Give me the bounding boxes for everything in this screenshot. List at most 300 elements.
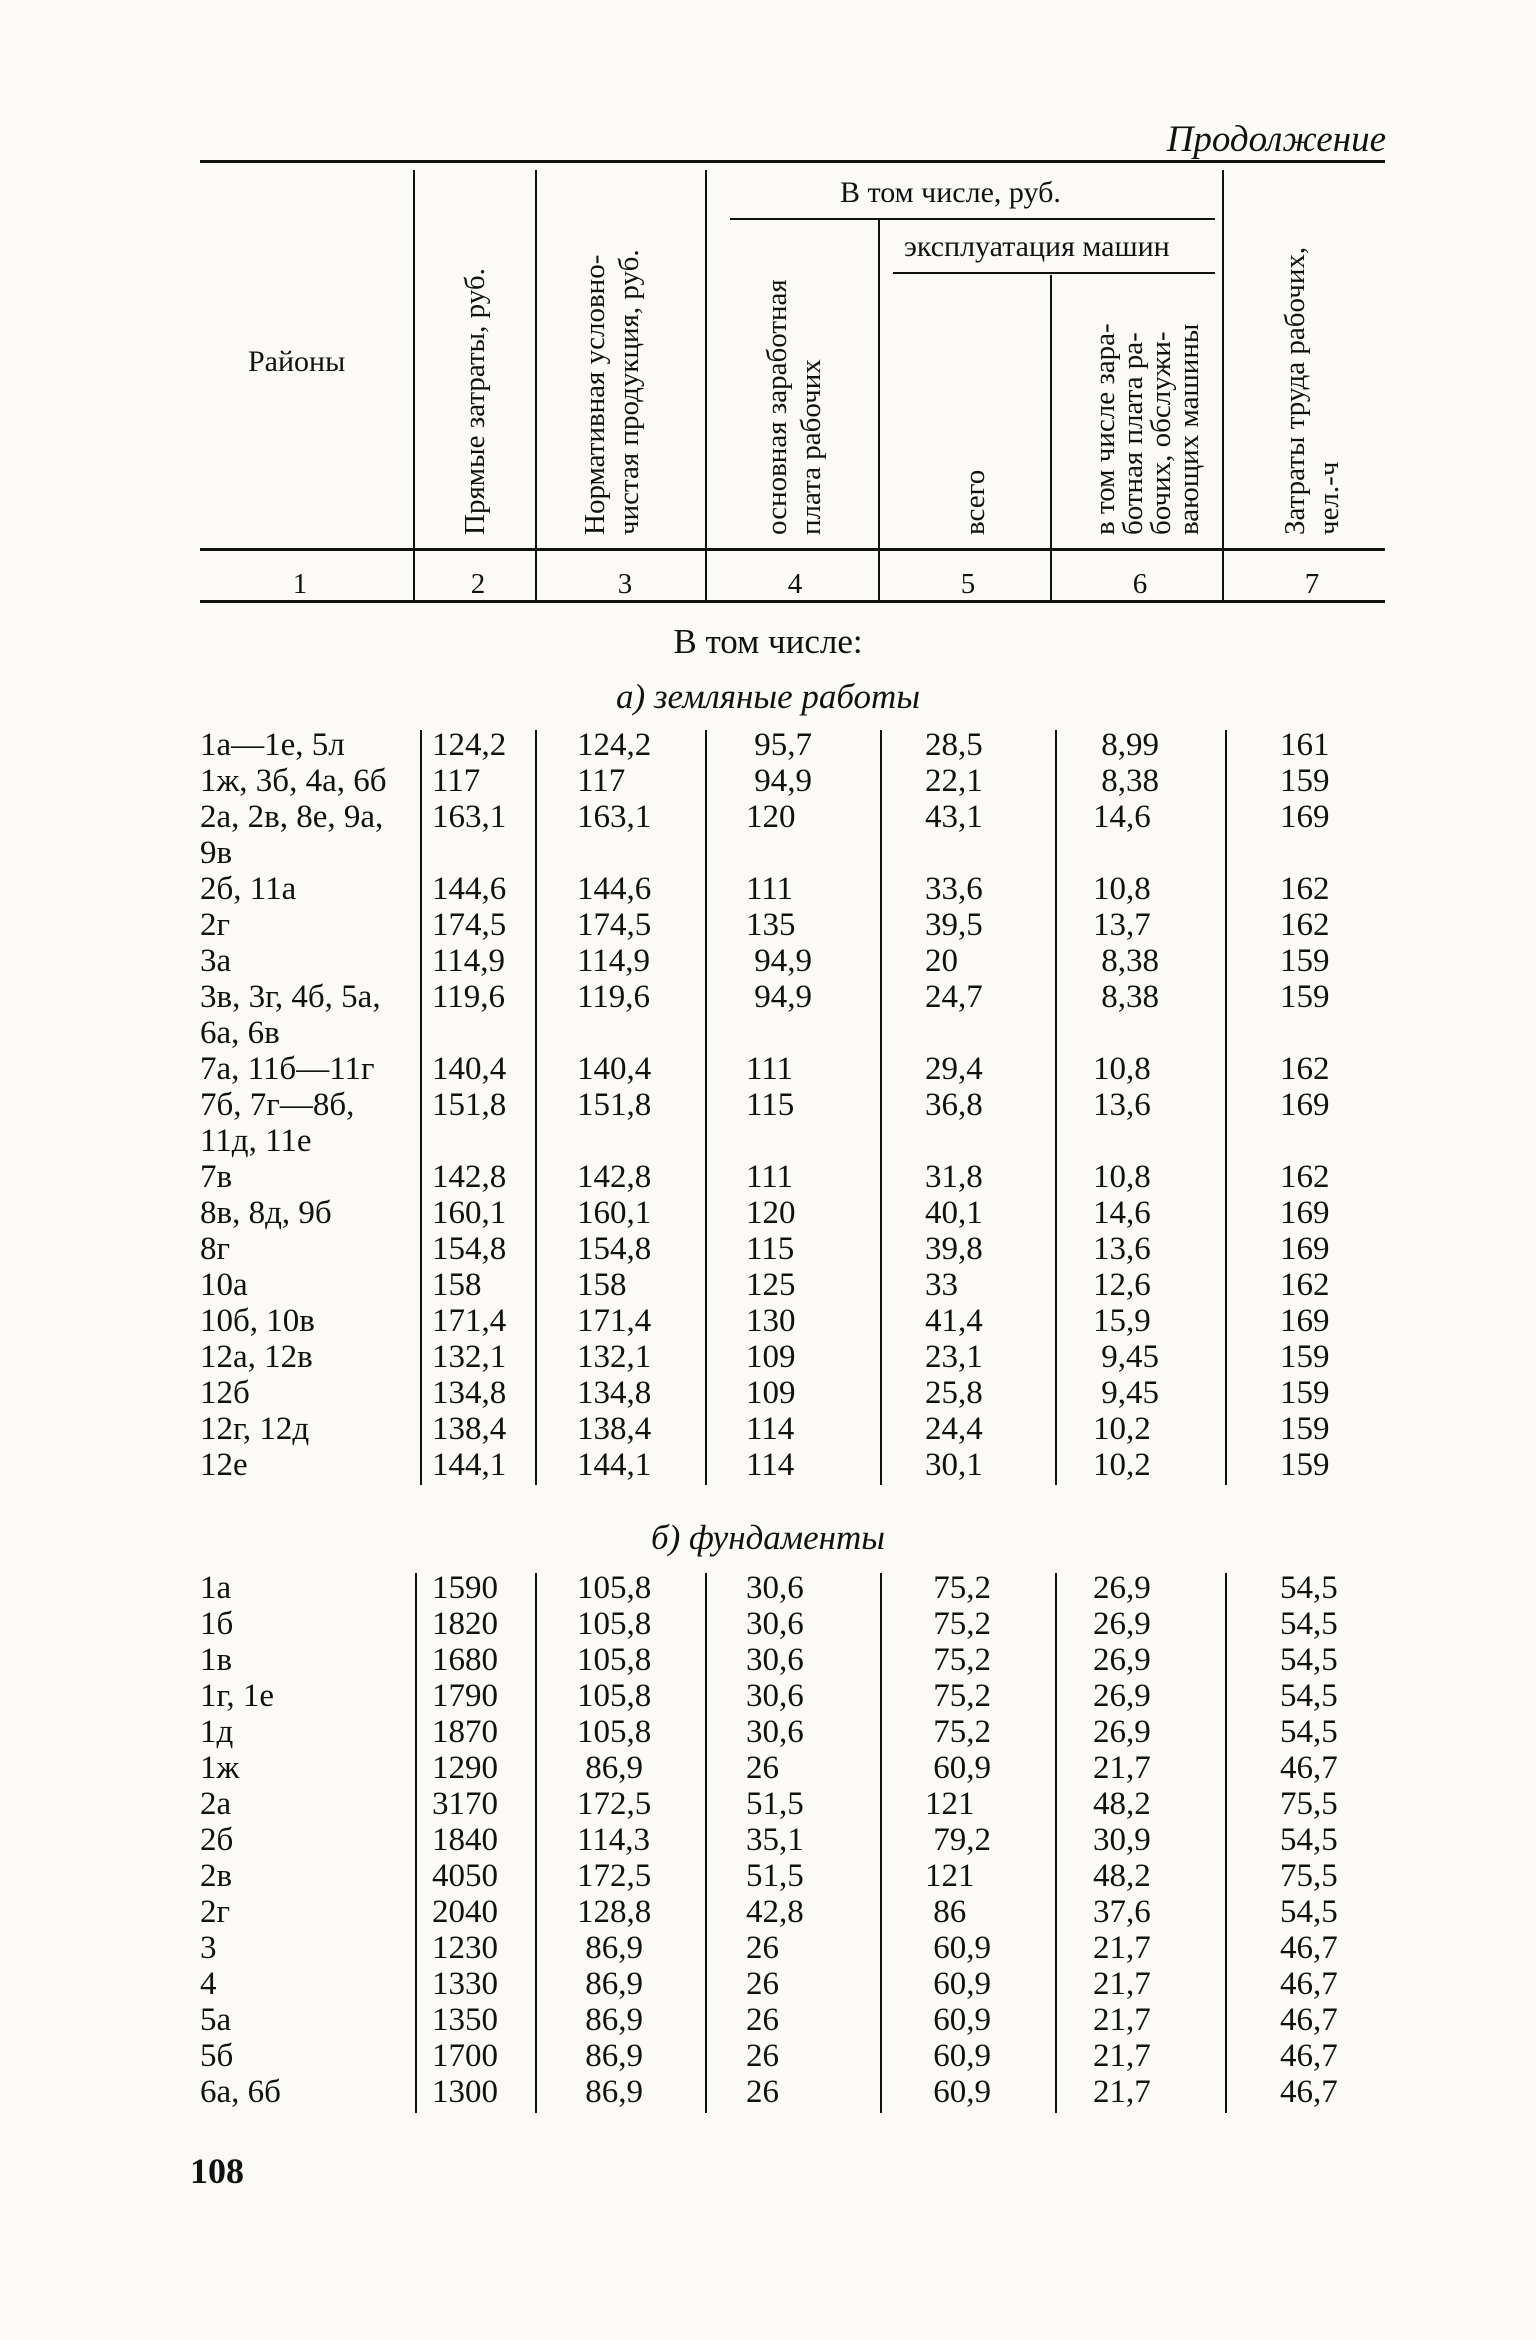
table-cell-c6: 26,9 xyxy=(1093,1606,1151,1642)
table-cell-c2: 1350 xyxy=(432,2002,498,2038)
table-cell-c2: 2040 xyxy=(432,1894,498,1930)
table-cell-c4: 95,7 xyxy=(746,727,812,763)
table-cell-c3: 86,9 xyxy=(577,2038,643,2074)
table-cell-c5: 33,6 xyxy=(925,871,983,907)
table-cell-c6: 8,38 xyxy=(1093,979,1159,1015)
table-cell-c3: 86,9 xyxy=(577,2074,643,2110)
table-row xyxy=(190,1051,1390,1087)
header-col6-line3: бочих, обслужи- xyxy=(1145,331,1177,535)
table-row xyxy=(190,1822,1390,1858)
table-cell-c4: 26 xyxy=(746,1750,779,1786)
table-cell-c1: 8в, 8д, 9б xyxy=(200,1195,332,1231)
table-cell-c7: 162 xyxy=(1280,1159,1330,1195)
table-cell-c3: 86,9 xyxy=(577,2002,643,2038)
table-row xyxy=(190,1375,1390,1411)
table-cell-c7: 159 xyxy=(1280,943,1330,979)
table-row xyxy=(190,2002,1390,2038)
table-cell-c4: 42,8 xyxy=(746,1894,804,1930)
table-cell-c7: 46,7 xyxy=(1280,1750,1338,1786)
table-cell-c3: 105,8 xyxy=(577,1714,652,1750)
table-cell-c1: 1ж, 3б, 4а, 6б xyxy=(200,763,387,799)
table-cell-c6: 9,45 xyxy=(1093,1375,1159,1411)
table-row xyxy=(190,2038,1390,2074)
table-row xyxy=(190,871,1390,907)
section-b-rows xyxy=(190,1570,1390,2110)
table-cell-c5: 41,4 xyxy=(925,1303,983,1339)
table-cell-c1: 1а xyxy=(200,1570,232,1606)
table-cell-c1: 5б xyxy=(200,2038,234,2074)
table-cell-c5: 60,9 xyxy=(925,2038,991,2074)
table-cell-c1: 5а xyxy=(200,2002,232,2038)
header-subgroup: эксплуатация машин xyxy=(904,230,1170,263)
table-row xyxy=(190,943,1390,979)
table-cell-c7: 46,7 xyxy=(1280,1966,1338,2002)
table-cell-c2: 171,4 xyxy=(432,1303,507,1339)
page-number: 108 xyxy=(190,2151,244,2191)
colnum-3: 3 xyxy=(617,568,633,600)
table-cell-c3: 132,1 xyxy=(577,1339,652,1375)
table-cell-c1: 2г xyxy=(200,907,231,943)
table-cell-c4: 125 xyxy=(746,1267,796,1303)
table-cell-c2: 1230 xyxy=(432,1930,498,1966)
table-cell-c5: 30,1 xyxy=(925,1447,983,1483)
table-cell-c5: 43,1 xyxy=(925,799,983,835)
table-cell-c1: 7в xyxy=(200,1159,233,1195)
table-cell-c6: 10,8 xyxy=(1093,1159,1151,1195)
table-cell-c3: 140,4 xyxy=(577,1051,652,1087)
header-col5: всего xyxy=(959,469,991,535)
colnum-1: 1 xyxy=(292,568,308,600)
table-cell-c1: 10б, 10в xyxy=(200,1303,315,1339)
table-cell-c7: 54,5 xyxy=(1280,1642,1338,1678)
table-cell-c1: 2в xyxy=(200,1858,233,1894)
colnum-5: 5 xyxy=(960,568,976,600)
table-cell-c5: 23,1 xyxy=(925,1339,983,1375)
table-row xyxy=(190,1642,1390,1678)
table-cell-c4: 111 xyxy=(746,1159,794,1195)
table-cell-c3: 105,8 xyxy=(577,1570,652,1606)
table-cell-c3: 151,8 xyxy=(577,1087,652,1123)
table-cell-c2: 1820 xyxy=(432,1606,498,1642)
table-cell-c3: 174,5 xyxy=(577,907,652,943)
table-cell-c1: 6а, 6б xyxy=(200,2074,281,2110)
table-cell-c5: 121 xyxy=(925,1786,975,1822)
table-row xyxy=(190,1447,1390,1483)
table-cell-c3: 172,5 xyxy=(577,1858,652,1894)
header-divider-6 xyxy=(1222,170,1224,600)
table-cell-c5: 75,2 xyxy=(925,1570,991,1606)
header-col6-line1: в том числе зара- xyxy=(1089,323,1121,535)
table-cell-c4: 135 xyxy=(746,907,796,943)
table-cell-c5: 60,9 xyxy=(925,1966,991,2002)
table-cell-c7: 162 xyxy=(1280,1267,1330,1303)
table-cell-c2: 1680 xyxy=(432,1642,498,1678)
table-cell-c1: 1а—1е, 5л xyxy=(200,727,345,763)
table-cell-c1: 3 xyxy=(200,1930,217,1966)
table-cell-c1: 12б xyxy=(200,1375,250,1411)
table-cell-c3: 114,9 xyxy=(577,943,651,979)
table-cell-c2: 1330 xyxy=(432,1966,498,2002)
table-cell-c4: 111 xyxy=(746,871,794,907)
table-row xyxy=(190,799,1390,871)
table-row xyxy=(190,1267,1390,1303)
table-cell-c1: 12а, 12в xyxy=(200,1339,313,1375)
table-cell-c4: 109 xyxy=(746,1339,796,1375)
table-cell-c6: 10,2 xyxy=(1093,1447,1151,1483)
table-cell-c6: 13,7 xyxy=(1093,907,1151,943)
table-cell-c6: 8,99 xyxy=(1093,727,1159,763)
table-row xyxy=(190,1195,1390,1231)
table-cell-c1: 2а xyxy=(200,1786,232,1822)
table-cell-c5: 22,1 xyxy=(925,763,983,799)
table-cell-c1: 3в, 3г, 4б, 5а, 6а, 6в xyxy=(200,979,381,1051)
table-cell-c3: 172,5 xyxy=(577,1786,652,1822)
continued-label: Продолжение xyxy=(1166,119,1386,160)
table-cell-c5: 39,8 xyxy=(925,1231,983,1267)
section-a-rows xyxy=(190,727,1390,1483)
table-cell-c2: 1300 xyxy=(432,2074,498,2110)
table-cell-c2: 119,6 xyxy=(432,979,506,1015)
table-cell-c1: 7а, 11б—11г xyxy=(200,1051,375,1087)
table-cell-c6: 13,6 xyxy=(1093,1087,1151,1123)
table-row xyxy=(190,1858,1390,1894)
table-cell-c6: 8,38 xyxy=(1093,763,1159,799)
table-cell-c3: 171,4 xyxy=(577,1303,652,1339)
table-row xyxy=(190,1411,1390,1447)
table-cell-c4: 30,6 xyxy=(746,1606,804,1642)
table-cell-c2: 3170 xyxy=(432,1786,498,1822)
table-cell-c6: 10,2 xyxy=(1093,1411,1151,1447)
colnum-2: 2 xyxy=(470,568,486,600)
table-cell-c3: 105,8 xyxy=(577,1606,652,1642)
table-cell-c2: 158 xyxy=(432,1267,482,1303)
table-cell-c7: 159 xyxy=(1280,1339,1330,1375)
table-cell-c7: 159 xyxy=(1280,979,1330,1015)
table-row xyxy=(190,907,1390,943)
table-cell-c3: 86,9 xyxy=(577,1750,643,1786)
table-cell-c6: 26,9 xyxy=(1093,1714,1151,1750)
section-b-title: б) фундаменты xyxy=(650,1518,885,1557)
table-cell-c1: 2б xyxy=(200,1822,234,1858)
table-cell-c3: 158 xyxy=(577,1267,627,1303)
table-cell-c2: 134,8 xyxy=(432,1375,507,1411)
table-cell-c6: 12,6 xyxy=(1093,1267,1151,1303)
table-cell-c7: 46,7 xyxy=(1280,2002,1338,2038)
table-cell-c7: 46,7 xyxy=(1280,2074,1338,2110)
table-cell-c7: 162 xyxy=(1280,907,1330,943)
table-cell-c2: 1590 xyxy=(432,1570,498,1606)
table-cell-c2: 124,2 xyxy=(432,727,507,763)
table-cell-c2: 140,4 xyxy=(432,1051,507,1087)
table-cell-c6: 21,7 xyxy=(1093,2038,1151,2074)
table-cell-c7: 169 xyxy=(1280,1195,1330,1231)
table-cell-c5: 75,2 xyxy=(925,1714,991,1750)
table-cell-c2: 144,6 xyxy=(432,871,507,907)
table-cell-c6: 10,8 xyxy=(1093,1051,1151,1087)
table-cell-c6: 37,6 xyxy=(1093,1894,1151,1930)
table-cell-c5: 60,9 xyxy=(925,1750,991,1786)
table-cell-c1: 12г, 12д xyxy=(200,1411,310,1447)
header-group: В том числе, руб. xyxy=(840,176,1061,209)
table-cell-c3: 124,2 xyxy=(577,727,652,763)
table-cell-c7: 75,5 xyxy=(1280,1858,1338,1894)
table-cell-c4: 130 xyxy=(746,1303,796,1339)
header-divider-1 xyxy=(413,170,415,600)
group-rule xyxy=(730,218,1215,220)
table-cell-c5: 29,4 xyxy=(925,1051,983,1087)
table-cell-c1: 4 xyxy=(200,1966,217,2002)
section-a-title: а) земляные работы xyxy=(615,677,921,716)
table-cell-c7: 169 xyxy=(1280,1303,1330,1339)
table-cell-c7: 159 xyxy=(1280,1411,1330,1447)
header-col6-line2: ботная плата ра- xyxy=(1117,332,1149,535)
colnum-7: 7 xyxy=(1304,568,1320,600)
table-cell-c3: 138,4 xyxy=(577,1411,652,1447)
header-col4-line1: основная заработная xyxy=(761,279,793,535)
table-cell-c6: 21,7 xyxy=(1093,2074,1151,2110)
table-cell-c4: 120 xyxy=(746,1195,796,1231)
table-cell-c1: 2а, 2в, 8е, 9а, 9в xyxy=(200,799,384,871)
table-cell-c4: 114 xyxy=(746,1447,795,1483)
table-cell-c7: 159 xyxy=(1280,763,1330,799)
table-cell-c4: 26 xyxy=(746,2074,779,2110)
table-cell-c3: 105,8 xyxy=(577,1678,652,1714)
table-cell-c3: 163,1 xyxy=(577,799,652,835)
table-cell-c2: 1870 xyxy=(432,1714,498,1750)
table-cell-c4: 51,5 xyxy=(746,1786,804,1822)
table-cell-c3: 160,1 xyxy=(577,1195,652,1231)
table-cell-c3: 105,8 xyxy=(577,1642,652,1678)
header-col4-line2: плата рабочих xyxy=(795,359,827,535)
table-cell-c2: 154,8 xyxy=(432,1231,507,1267)
table-cell-c7: 162 xyxy=(1280,871,1330,907)
table-row xyxy=(190,727,1390,763)
table-cell-c7: 54,5 xyxy=(1280,1570,1338,1606)
table-row xyxy=(190,1339,1390,1375)
table-cell-c6: 26,9 xyxy=(1093,1678,1151,1714)
table-row xyxy=(190,1930,1390,1966)
table-cell-c6: 13,6 xyxy=(1093,1231,1151,1267)
table-cell-c5: 79,2 xyxy=(925,1822,991,1858)
table-cell-c2: 138,4 xyxy=(432,1411,507,1447)
table-cell-c3: 142,8 xyxy=(577,1159,652,1195)
table-row xyxy=(190,1570,1390,1606)
table-cell-c6: 14,6 xyxy=(1093,1195,1151,1231)
table-cell-c5: 60,9 xyxy=(925,2074,991,2110)
table-row xyxy=(190,763,1390,799)
table-row xyxy=(190,1966,1390,2002)
table-cell-c5: 86 xyxy=(925,1894,967,1930)
table-cell-c1: 2б, 11а xyxy=(200,871,297,907)
table-cell-c4: 30,6 xyxy=(746,1714,804,1750)
table-cell-c5: 75,2 xyxy=(925,1606,991,1642)
table-cell-c6: 9,45 xyxy=(1093,1339,1159,1375)
table-cell-c5: 31,8 xyxy=(925,1159,983,1195)
table-cell-c2: 151,8 xyxy=(432,1087,507,1123)
table-cell-c2: 1700 xyxy=(432,2038,498,2074)
header-divider-3 xyxy=(705,170,707,600)
table-cell-c5: 75,2 xyxy=(925,1642,991,1678)
table-cell-c4: 115 xyxy=(746,1087,795,1123)
table-cell-c4: 114 xyxy=(746,1411,795,1447)
table-cell-c1: 1в xyxy=(200,1642,233,1678)
table-row xyxy=(190,1159,1390,1195)
table-cell-c4: 111 xyxy=(746,1051,794,1087)
header-col7-line2: чел.-ч xyxy=(1313,461,1345,535)
header-divider-2 xyxy=(535,170,537,600)
table-cell-c6: 30,9 xyxy=(1093,1822,1151,1858)
table-cell-c4: 94,9 xyxy=(746,763,812,799)
table-cell-c5: 25,8 xyxy=(925,1375,983,1411)
table-cell-c7: 162 xyxy=(1280,1051,1330,1087)
table-cell-c7: 161 xyxy=(1280,727,1330,763)
table-cell-c2: 163,1 xyxy=(432,799,507,835)
table-cell-c2: 1290 xyxy=(432,1750,498,1786)
table-cell-c5: 40,1 xyxy=(925,1195,983,1231)
table-cell-c6: 26,9 xyxy=(1093,1642,1151,1678)
header-col6-line4: вающих машины xyxy=(1173,323,1205,535)
table-cell-c6: 48,2 xyxy=(1093,1858,1151,1894)
header-col2: Прямые затраты, руб. xyxy=(459,268,491,535)
table-cell-c7: 159 xyxy=(1280,1447,1330,1483)
colnum-4: 4 xyxy=(787,568,803,600)
table-cell-c2: 144,1 xyxy=(432,1447,507,1483)
table-row xyxy=(190,1750,1390,1786)
header-col3-line1: Нормативная условно- xyxy=(579,254,611,535)
table-cell-c7: 54,5 xyxy=(1280,1714,1338,1750)
table-cell-c6: 26,9 xyxy=(1093,1570,1151,1606)
table-row xyxy=(190,1678,1390,1714)
table-row xyxy=(190,2074,1390,2110)
table-cell-c4: 30,6 xyxy=(746,1570,804,1606)
table-cell-c5: 28,5 xyxy=(925,727,983,763)
table-cell-c3: 117 xyxy=(577,763,626,799)
table-cell-c4: 30,6 xyxy=(746,1678,804,1714)
table-cell-c6: 21,7 xyxy=(1093,1966,1151,2002)
table-cell-c1: 1б xyxy=(200,1606,234,1642)
table-cell-c3: 86,9 xyxy=(577,1966,643,2002)
table-cell-c5: 20 xyxy=(925,943,958,979)
table-row xyxy=(190,1303,1390,1339)
header-bottom-rule xyxy=(200,548,1385,551)
table-cell-c7: 54,5 xyxy=(1280,1822,1338,1858)
table-cell-c2: 160,1 xyxy=(432,1195,507,1231)
table-cell-c3: 128,8 xyxy=(577,1894,652,1930)
header-top-rule xyxy=(200,160,1385,163)
table-row xyxy=(190,1714,1390,1750)
table-cell-c5: 60,9 xyxy=(925,1930,991,1966)
table-cell-c6: 21,7 xyxy=(1093,1930,1151,1966)
table-cell-c2: 174,5 xyxy=(432,907,507,943)
table-cell-c5: 75,2 xyxy=(925,1678,991,1714)
table-header xyxy=(0,0,1536,610)
header-col1: Районы xyxy=(248,345,346,378)
table-cell-c4: 120 xyxy=(746,799,796,835)
table-cell-c4: 109 xyxy=(746,1375,796,1411)
table-cell-c1: 2г xyxy=(200,1894,231,1930)
table-cell-c4: 94,9 xyxy=(746,979,812,1015)
table-cell-c3: 154,8 xyxy=(577,1231,652,1267)
table-row xyxy=(190,979,1390,1051)
table-cell-c7: 169 xyxy=(1280,799,1330,835)
table-cell-c6: 14,6 xyxy=(1093,799,1151,835)
table-cell-c2: 1790 xyxy=(432,1678,498,1714)
table-cell-c6: 15,9 xyxy=(1093,1303,1151,1339)
table-cell-c1: 12е xyxy=(200,1447,248,1483)
table-cell-c5: 60,9 xyxy=(925,2002,991,2038)
table-cell-c4: 30,6 xyxy=(746,1642,804,1678)
header-col7-line1: Затраты труда рабочих, xyxy=(1279,246,1311,535)
table-row xyxy=(190,1087,1390,1159)
table-cell-c7: 169 xyxy=(1280,1087,1330,1123)
table-cell-c7: 75,5 xyxy=(1280,1786,1338,1822)
table-cell-c5: 121 xyxy=(925,1858,975,1894)
table-cell-c6: 21,7 xyxy=(1093,1750,1151,1786)
table-row xyxy=(190,1786,1390,1822)
header-col3-line2: чистая продукция, руб. xyxy=(613,249,645,535)
table-cell-c1: 1ж xyxy=(200,1750,240,1786)
table-cell-c3: 86,9 xyxy=(577,1930,643,1966)
table-cell-c5: 24,7 xyxy=(925,979,983,1015)
table-cell-c7: 46,7 xyxy=(1280,1930,1338,1966)
table-cell-c2: 142,8 xyxy=(432,1159,507,1195)
table-cell-c4: 115 xyxy=(746,1231,795,1267)
table-cell-c1: 3а xyxy=(200,943,232,979)
table-cell-c1: 8г xyxy=(200,1231,231,1267)
table-cell-c7: 169 xyxy=(1280,1231,1330,1267)
subgroup-rule xyxy=(893,272,1215,274)
table-cell-c4: 94,9 xyxy=(746,943,812,979)
table-cell-c3: 144,6 xyxy=(577,871,652,907)
table-cell-c7: 54,5 xyxy=(1280,1678,1338,1714)
table-cell-c7: 54,5 xyxy=(1280,1894,1338,1930)
header-divider-5 xyxy=(1050,275,1052,600)
table-cell-c4: 26 xyxy=(746,1930,779,1966)
table-cell-c5: 39,5 xyxy=(925,907,983,943)
table-cell-c2: 1840 xyxy=(432,1822,498,1858)
table-cell-c5: 36,8 xyxy=(925,1087,983,1123)
table-cell-c3: 134,8 xyxy=(577,1375,652,1411)
table-cell-c4: 26 xyxy=(746,2038,779,2074)
table-cell-c4: 26 xyxy=(746,2002,779,2038)
table-row xyxy=(190,1894,1390,1930)
table-cell-c2: 114,9 xyxy=(432,943,506,979)
table-cell-c4: 51,5 xyxy=(746,1858,804,1894)
table-cell-c7: 46,7 xyxy=(1280,2038,1338,2074)
table-cell-c2: 132,1 xyxy=(432,1339,507,1375)
header-divider-4 xyxy=(878,220,880,600)
table-cell-c3: 119,6 xyxy=(577,979,651,1015)
table-cell-c1: 1г, 1е xyxy=(200,1678,274,1714)
table-cell-c3: 114,3 xyxy=(577,1822,651,1858)
table-row xyxy=(190,1231,1390,1267)
colnum-6: 6 xyxy=(1132,568,1148,600)
table-cell-c4: 26 xyxy=(746,1966,779,2002)
table-cell-c2: 117 xyxy=(432,763,481,799)
table-cell-c5: 24,4 xyxy=(925,1411,983,1447)
table-cell-c4: 35,1 xyxy=(746,1822,804,1858)
table-cell-c2: 4050 xyxy=(432,1858,498,1894)
table-cell-c6: 48,2 xyxy=(1093,1786,1151,1822)
table-cell-c7: 54,5 xyxy=(1280,1606,1338,1642)
table-cell-c5: 33 xyxy=(925,1267,958,1303)
table-cell-c7: 159 xyxy=(1280,1375,1330,1411)
table-cell-c1: 7б, 7г—8б, 11д, 11е xyxy=(200,1087,355,1159)
table-cell-c6: 8,38 xyxy=(1093,943,1159,979)
table-row xyxy=(190,1606,1390,1642)
table-cell-c6: 21,7 xyxy=(1093,2002,1151,2038)
table-cell-c3: 144,1 xyxy=(577,1447,652,1483)
